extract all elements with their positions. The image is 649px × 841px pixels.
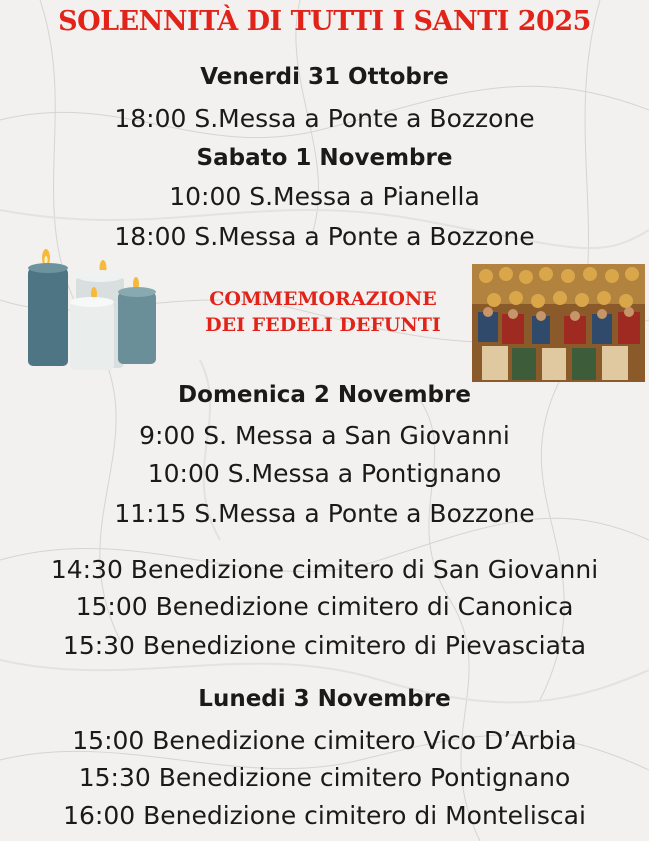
event-line: 15:30 Benedizione cimitero di Pievasciata: [62, 631, 587, 660]
event-line: 11:15 S.Messa a Ponte a Bozzone: [114, 499, 535, 528]
day-heading-sunday: Domenica 2 Novembre: [178, 382, 471, 408]
candles-image: [24, 246, 164, 372]
page-title: SOLENNITÀ DI TUTTI I SANTI 2025: [58, 6, 591, 37]
event-line: 10:00 S.Messa a Pianella: [169, 182, 480, 211]
event-line: 9:00 S. Messa a San Giovanni: [139, 421, 510, 450]
event-line: 15:00 Benedizione cimitero di Canonica: [75, 592, 574, 621]
event-line: 15:30 Benedizione cimitero Pontignano: [78, 763, 571, 792]
event-line: 14:30 Benedizione cimitero di San Giovanni: [50, 555, 599, 584]
commemoration-line-1: COMMEMORAZIONE: [209, 288, 437, 310]
commemoration-line-2: DEI FEDELI DEFUNTI: [205, 314, 441, 336]
event-line: 18:00 S.Messa a Ponte a Bozzone: [114, 104, 535, 133]
day-heading-monday: Lunedi 3 Novembre: [198, 686, 451, 712]
event-line: 15:00 Benedizione cimitero Vico D’Arbia: [72, 726, 577, 755]
event-line: 10:00 S.Messa a Pontignano: [147, 459, 502, 488]
event-line: 16:00 Benedizione cimitero di Monteliscai: [63, 801, 586, 830]
day-heading-saturday: Sabato 1 Novembre: [196, 145, 453, 171]
event-line: 18:00 S.Messa a Ponte a Bozzone: [114, 222, 535, 251]
saints-painting: [472, 264, 645, 382]
day-heading-friday: Venerdi 31 Ottobre: [200, 64, 449, 90]
